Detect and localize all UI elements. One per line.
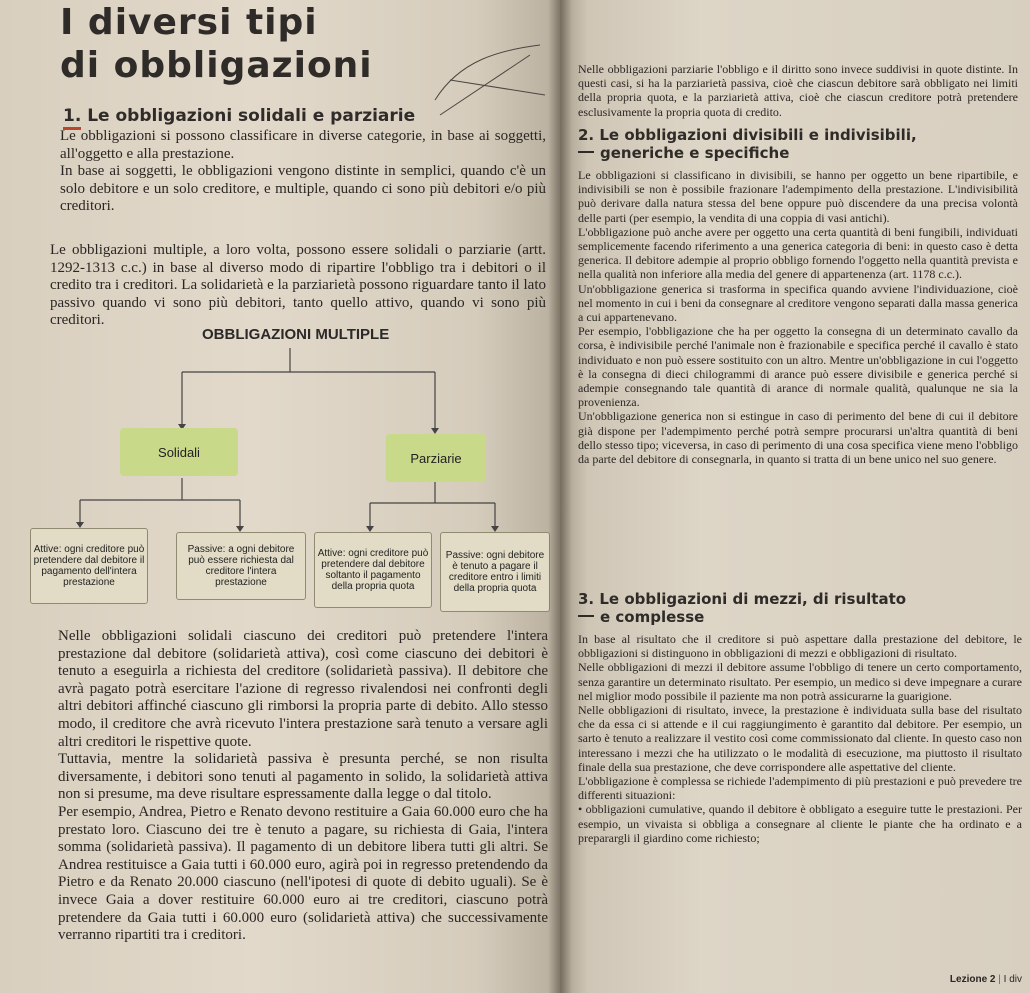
chapter-title-line1: I diversi tipi: [60, 2, 318, 43]
leaf-text: Passive: ogni debitore è tenuto a pagare il creditore entro i limiti della propria quota: [445, 550, 545, 594]
footer-chapter: I div: [1003, 974, 1022, 985]
section2-number: 2.: [578, 126, 595, 144]
footer-separator: |: [998, 974, 1001, 985]
multiple-text: Le obbligazioni multiple, a loro volta, possono essere solidali o parziarie (artt. 1292-1313 c.c.) in base al diverso modo di ripartire l'obbligo tra i debitori o il credito tra i creditori. La solidarietà e la parziarietà possono riguardare tanto il lato passivo quando vi sono più debitori, tanto quello attivo, quando vi sono più creditori.: [50, 242, 546, 329]
footer-lesson: Lezione 2: [949, 974, 996, 985]
diagram-solidali-box: [120, 428, 238, 476]
parziarie-paragraph: [578, 62, 1018, 119]
body-paragraph-1: Nelle obbligazioni solidali ciascuno dei creditori può pretendere l'intera prestazione dal debitore (solidarietà attiva), così come ciascuno dei debitori è tenuto a eseguirla a richiesta del creditore (solidarietà passiva). Il debitore che avrà pagato potrà esercitare l'azione di regresso rivalendosi nei confronti degli altri debitori affinché ciascuno gli rimborsi la propria parte di debito. Allo stesso modo, il creditore che avrà ricevuto l'intera prestazione sarà tenuto a versare agli altri creditori le rispettive quote.: [58, 628, 548, 750]
s3-paragraph-1: In base al risultato che il creditore si può aspettare dalla prestazione del debitore, le obbligazioni si distinguono in obbligazioni di mezzi e obbligazioni di risultato.: [578, 632, 1022, 661]
right-page: [560, 0, 1030, 993]
s2-paragraph-5: Un'obbligazione generica non si estingue in caso di perimento del bene di cui il debitore già dispone per l'adempimento perché potrà sempre procurarsi un'altra quantità di beni dello stesso tipo; viceversa, in caso di perimento di una cosa specifica viene meno l'obbligo da parte del debitore di consegnarla, in quanto si tratta di un bene unico nel suo genere.: [578, 409, 1018, 467]
book-spine: [548, 0, 572, 993]
intro-paragraph-1: Le obbligazioni si possono classificare in diverse categorie, in base ai soggetti, all'oggetto e alla prestazione.: [60, 128, 546, 162]
section3-dash: [578, 615, 594, 617]
diagram-connectors: [0, 0, 560, 620]
s3-paragraph-3: Nelle obbligazioni di risultato, invece, la prestazione è individuata sulla base del risultato che da essa ci si attende e il cui raggiungimento è garantito dal debitore. Per esempio, un sarto è tenuto a realizzare il vestito così come commissionato dal cliente. In questo caso non interessano i mezzi che ha utilizzato o le modalità di esecuzione, ma piuttosto il risultato finale della sua prestazione, che deve corrispondere alle aspettative del cliente.: [578, 703, 1022, 774]
diagram-parziarie-box: [386, 434, 486, 482]
diagram-leaf-parziarie-attive: [314, 532, 432, 608]
page-footer: [950, 974, 1022, 985]
diagram-leaf-solidali-passive: [176, 532, 306, 600]
section1-title: Le obbligazioni solidali e parziarie: [87, 106, 416, 126]
body-block: [58, 628, 548, 945]
diagram-leaf-solidali-attive: [30, 528, 148, 604]
diagram-solidali-label: Solidali: [158, 444, 200, 460]
section3-heading: [578, 590, 906, 626]
leaf-text: Passive: a ogni debitore può essere richiesta dal creditore l'intera prestazione: [187, 544, 295, 588]
leaf-text: Attive: ogni creditore può pretendere dal debitore il pagamento dell'intera prestazione: [33, 544, 145, 588]
section3-title-line2: e complesse: [600, 608, 705, 626]
intro-paragraph-2: In base ai soggetti, le obbligazioni vengono distinte in semplici, quando c'è un solo debitore e un solo creditore, e multiple, quando ci sono più debitori e/o più creditori.: [60, 163, 546, 215]
s3-paragraph-5: • obbligazioni cumulative, quando il debitore è obbligato a eseguire tutte le prestazioni. Per esempio, un vivaista si obbliga a consegnare al cliente le piante che ha ordinato e a preparargli il giardino come richiesto;: [578, 802, 1022, 845]
s3-paragraph-4: L'obbligazione è complessa se richiede l'adempimento di più prestazioni e può prevedere tre differenti situazioni:: [578, 774, 1022, 803]
s3-paragraph-2: Nelle obbligazioni di mezzi il debitore assume l'obbligo di tenere un certo comportamento, senza garantire un determinato risultato. Per esempio, un medico si deve impegnare a curare nel miglior modo possibile il paziente ma non potrà assicurarne la guarigione.: [578, 660, 1022, 703]
section1-number: 1.: [63, 106, 82, 126]
section2-block: [578, 168, 1018, 466]
section2-title-line1: Le obbligazioni divisibili e indivisibili,: [599, 126, 917, 144]
body-paragraph-2: Tuttavia, mentre la solidarietà passiva è presunta perché, se non risulta diversamente, i debitori sono tenuti al pagamento in solido, la solidarietà attiva non si presume, ma deve risultare espressamente dalla legge o dal titolo.: [58, 751, 548, 803]
section2-heading: [578, 126, 917, 162]
s2-paragraph-2: L'obbligazione può anche avere per oggetto una certa quantità di beni fungibili, individuati semplicemente facendo riferimento a una generica categoria di beni: in questo caso è detta generica. Il debitore adempie al proprio obbligo fornendo l'oggetto nella quantità prevista e nella qualità non inferiore alla media del genere di appartenenza (art. 1178 c.c.).: [578, 224, 1018, 282]
leaf-text: Attive: ogni creditore può pretendere dal debitore soltanto il pagamento della propria quota: [317, 548, 429, 592]
s2-paragraph-4: Per esempio, l'obbligazione che ha per oggetto la consegna di un determinato cavallo da corsa, è indivisibile perché l'animale non è frazionabile e specifica perché il cavallo è stato individuato e non può essere sostituito con un altro. Mentre un'obbligazione in cui l'oggetto è la consegna di dieci chilogrammi di arance può essere divisibile e generica perché si adempie consegnando tale quantità di arance di normale qualità, qualunque ne sia la provenienza.: [578, 324, 1018, 410]
chapter-title-line2: di obbligazioni: [60, 45, 373, 86]
s2-paragraph-1: Le obbligazioni si classificano in divisibili, se hanno per oggetto un bene ripartibile, e indivisibili se non è possibile frazionare l'adempimento della prestazione. L'indivisibilità può derivare dalla natura stessa del bene oppure può discendere da una precisa volontà delle parti (per esempio, la vendita di una coppia di vasi antichi).: [578, 168, 1018, 225]
section3-number: 3.: [578, 590, 595, 608]
section3-block: [578, 632, 1022, 845]
body-paragraph-3: Per esempio, Andrea, Pietro e Renato devono restituire a Gaia 60.000 euro che ha prestato loro. Ciascuno dei tre è tenuto a pagare, su richiesta di Gaia, l'intera somma (solidarietà passiva). Il pagamento di un debitore libera tutti gli altri. Se Andrea restituisce a Gaia tutti i 60.000 euro, agirà poi in regresso pretendendo da Pietro e da Renato 20.000 ciascuno (nell'ipotesi di quote di debito uguali). Se è invece Gaia a dover restituire 60.000 euro ai tre creditori, ciascuno potrà pretendere da Gaia tutti i 60.000 euro (solidarietà attiva) che successivamente verranno ripartiti tra i creditori.: [58, 803, 548, 944]
diagram-parziarie-label: Parziarie: [410, 450, 462, 466]
diagram-title: OBBLIGAZIONI MULTIPLE: [202, 326, 390, 343]
s2-paragraph-3: Un'obbligazione generica si trasforma in specifica quando avviene l'individuazione, cioè nel momento in cui i beni da consegnare al creditore vengono separati dalla massa generica a cui appartenevano.: [578, 281, 1018, 325]
diagram-leaf-parziarie-passive: [440, 532, 550, 612]
section3-title-line1: Le obbligazioni di mezzi, di risultato: [599, 590, 907, 608]
section2-title-line2: generiche e specifiche: [600, 144, 790, 162]
parziarie-text: Nelle obbligazioni parziarie l'obbligo e il diritto sono invece suddivisi in quote distinte. In questi casi, si ha la parziarietà passiva, cioè che ciascun debitore sarà obbligato nei limiti della propria quota, e la parziarietà attiva, cioè che ciascun creditore potrà pretendere esclusivamente la propria quota di credito.: [578, 62, 1018, 119]
section2-dash: [578, 151, 594, 153]
